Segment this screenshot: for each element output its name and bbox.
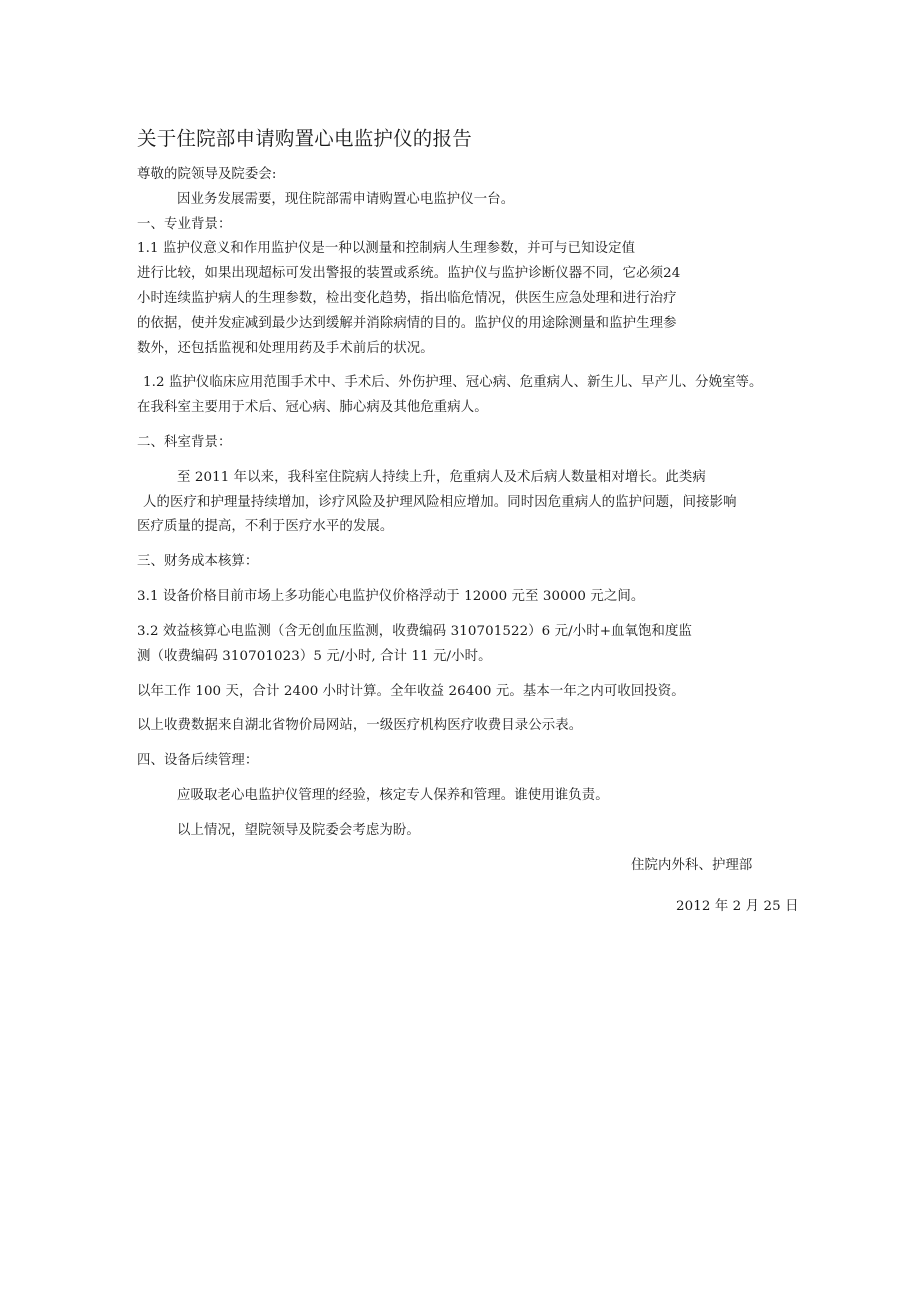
section1-p2-line: 1.2 监护仪临床应用范围手术中、手术后、外伤护理、冠心病、危重病人、新生儿、早产儿、分娩室等。: [143, 375, 763, 390]
section1-p1-line: 1.1 监护仪意义和作用监护仪是一种以测量和控制病人生理参数，并可与已知设定值: [137, 241, 636, 256]
section1-p1-line: 进行比较，如果出现超标可发出警报的装置或系统。监护仪与监护诊断仪器不同，它必须24: [137, 266, 681, 281]
section3-p3: 以年工作 100 天，合计 2400 小时计算。全年收益 26400 元。基本一年之内可收回投资。: [137, 684, 685, 699]
section3-p2-line: 测（收费编码 310701023）5 元/小时, 合计 11 元/小时。: [137, 649, 492, 664]
section1-p1-line: 小时连续监护病人的生理参数，检出变化趋势，指出临危情况，供医生应急处理和进行治疗: [137, 291, 677, 306]
date: 2012 年 2 月 25 日: [676, 899, 799, 914]
section4-p1: 应吸取老心电监护仪管理的经验，核定专人保养和管理。谁使用谁负责。: [177, 788, 609, 803]
section3-p2-line: 3.2 效益核算心电监测（含无创血压监测，收费编码 310701522）6 元/小时+血氧饱和度监: [137, 624, 692, 639]
section3-p4: 以上收费数据来自湖北省物价局网站，一级医疗机构医疗收费目录公示表。: [137, 718, 583, 733]
section2-p-line: 医疗质量的提高，不利于医疗水平的发展。: [137, 519, 394, 534]
document-title: 关于住院部申请购置心电监护仪的报告: [137, 127, 472, 150]
section1-p1-line: 数外，还包括监视和处理用药及手术前后的状况。: [137, 341, 434, 356]
section3-heading: 三、财务成本核算：: [137, 554, 259, 569]
section2-p-line: 人的医疗和护理量持续增加，诊疗风险及护理风险相应增加。同时因危重病人的监护问题，间接影响: [143, 495, 737, 510]
section4-heading: 四、设备后续管理：: [137, 753, 259, 768]
salutation: 尊敬的院领导及院委会:: [137, 167, 277, 182]
section1-heading: 一、专业背景：: [137, 217, 232, 232]
closing-line: 以上情况，望院领导及院委会考虑为盼。: [177, 823, 420, 838]
section2-heading: 二、科室背景：: [137, 435, 232, 450]
section3-p1: 3.1 设备价格目前市场上多功能心电监护仪价格浮动于 12000 元至 30000 元之间。: [137, 589, 645, 604]
intro-paragraph: 因业务发展需要，现住院部需申请购置心电监护仪一台。: [177, 192, 515, 207]
signature: 住院内外科、护理部: [631, 858, 753, 873]
section1-p2-line: 在我科室主要用于术后、冠心病、肺心病及其他危重病人。: [137, 400, 488, 415]
section1-p1-line: 的依据，使并发症减到最少达到缓解并消除病情的目的。监护仪的用途除测量和监护生理参: [137, 316, 677, 331]
section2-p-line: 至 2011 年以来，我科室住院病人持续上升，危重病人及术后病人数量相对增长。此类病: [177, 470, 706, 485]
